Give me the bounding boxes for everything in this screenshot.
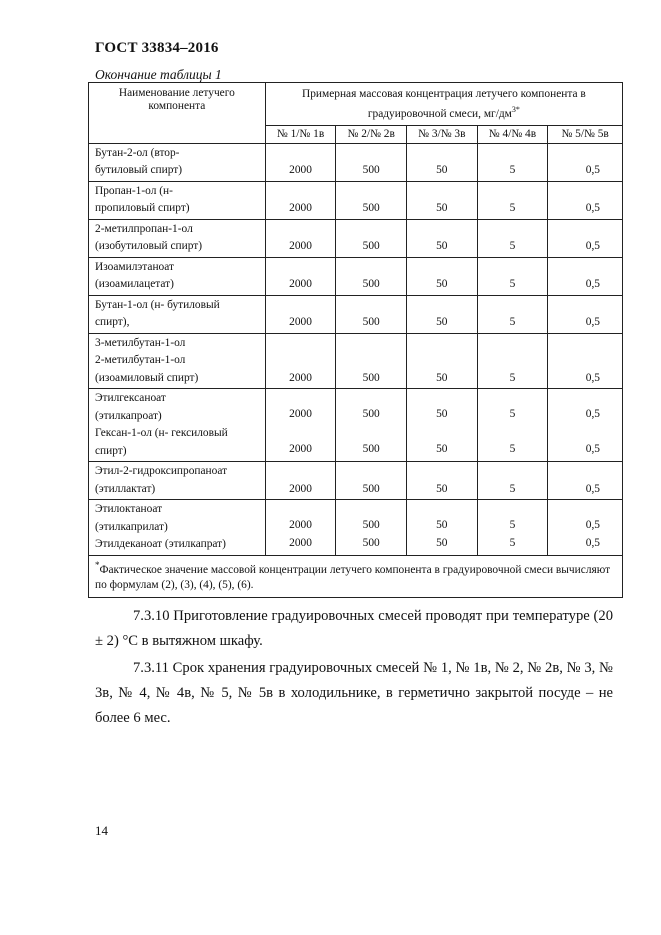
concentration-cell [407, 257, 478, 295]
table-row [89, 257, 623, 295]
concentration-value: 2000 [289, 519, 312, 532]
concentration-cell [407, 500, 478, 556]
concentration-value: 0,5 [585, 371, 600, 384]
concentration-value: 0,5 [585, 202, 600, 215]
concentration-value: 0,5 [585, 442, 600, 455]
subheader-mixture-2: № 2/№ 2в [336, 125, 407, 143]
component-name-line: (изобутиловый спирт) [95, 240, 203, 253]
concentration-value: 50 [436, 482, 448, 495]
concentration-cell [407, 462, 478, 500]
table-header-row [89, 83, 623, 126]
concentration-value: 0,5 [585, 240, 600, 253]
concentration-cell [477, 295, 548, 333]
concentration-unit-sup: 3* [511, 105, 520, 114]
concentration-value: 50 [436, 442, 448, 455]
paragraph-7-3-11: 7.3.11 Срок хранения градуировочных смесей № 1, № 1в, № 2, № 2в, № 3, № 3в, № 4, № 4в, № 5, № 5в в холодильнике, в герметично закрытой посуде – не более 6 мес. [95, 660, 613, 726]
subheader-mixture-5: № 5/№ 5в [548, 125, 623, 143]
component-name-cell [89, 389, 266, 462]
component-name-line: Этилдеканоат (этилкапрат) [95, 538, 226, 551]
concentration-value: 500 [362, 371, 380, 384]
component-name-line: (этилкаприлат) [95, 520, 168, 533]
concentration-cell [548, 181, 623, 219]
concentration-group-header-text: Примерная массовая концентрация летучего компонента в градуировочной смеси, мг/дм [301, 88, 586, 120]
concentration-value: 2000 [289, 164, 312, 177]
component-name-line: Бутан-1-ол (н- бутиловый [95, 298, 220, 311]
table-row [89, 462, 623, 500]
concentration-value: 500 [362, 408, 380, 421]
concentration-value: 2000 [289, 442, 312, 455]
concentration-value: 500 [362, 278, 380, 291]
concentration-cell [477, 500, 548, 556]
page-number: 14 [95, 823, 108, 838]
component-name-line: Гексан-1-ол (н- гексиловый [95, 427, 228, 440]
concentration-value: 50 [436, 536, 448, 549]
concentration-value: 5 [509, 164, 516, 177]
concentration-value: 2000 [289, 482, 312, 495]
concentration-value: 0,5 [585, 519, 600, 532]
concentration-cell [265, 257, 336, 295]
concentration-group-header [265, 83, 622, 126]
component-name-line: (этиллактат) [95, 482, 156, 495]
concentration-cell [336, 333, 407, 389]
concentration-value: 0,5 [585, 536, 600, 549]
concentration-cell [477, 257, 548, 295]
concentration-value: 2000 [289, 536, 312, 549]
concentration-cell [407, 219, 478, 257]
concentration-cell [336, 500, 407, 556]
concentration-value: 50 [436, 408, 448, 421]
concentration-table [88, 82, 623, 598]
concentration-value: 2000 [289, 202, 312, 215]
concentration-value: 0,5 [585, 408, 600, 421]
concentration-cell [336, 143, 407, 181]
concentration-cell [407, 181, 478, 219]
component-name-cell [89, 295, 266, 333]
concentration-value: 50 [436, 164, 448, 177]
component-name-cell [89, 462, 266, 500]
component-name-line: (этилкапроат) [95, 409, 162, 422]
concentration-value: 2000 [289, 240, 312, 253]
concentration-value: 500 [362, 442, 380, 455]
component-name-line: Этил-2-гидроксипропаноат [95, 465, 228, 478]
component-name-header-text: Наименование летучего компонента [118, 87, 235, 112]
concentration-value: 500 [362, 202, 380, 215]
concentration-cell [336, 295, 407, 333]
component-name-header [89, 83, 266, 144]
component-name-line: (изоамилацетат) [95, 278, 174, 291]
concentration-cell [336, 181, 407, 219]
concentration-value: 5 [509, 316, 516, 329]
concentration-value: 50 [436, 519, 448, 532]
concentration-value: 50 [436, 240, 448, 253]
concentration-value: 500 [362, 519, 380, 532]
component-name-line: Этилоктаноат [95, 503, 163, 516]
concentration-value: 0,5 [585, 164, 600, 177]
document-header: ГОСТ 33834–2016 [95, 40, 219, 56]
concentration-value: 50 [436, 202, 448, 215]
component-name-cell [89, 219, 266, 257]
concentration-value: 5 [509, 442, 516, 455]
table-row [89, 500, 623, 556]
concentration-cell [265, 143, 336, 181]
concentration-cell [265, 181, 336, 219]
footnote-row [89, 555, 623, 597]
component-name-line: (изоамиловый спирт) [95, 371, 199, 384]
component-name-line: Пропан-1-ол (н- [95, 184, 173, 197]
concentration-value: 5 [509, 482, 516, 495]
concentration-cell [407, 295, 478, 333]
concentration-cell [265, 295, 336, 333]
subheader-mixture-4: № 4/№ 4в [477, 125, 548, 143]
concentration-value: 500 [362, 482, 380, 495]
concentration-value: 500 [362, 316, 380, 329]
table-row [89, 295, 623, 333]
concentration-cell [336, 389, 407, 462]
concentration-cell [265, 219, 336, 257]
concentration-value: 50 [436, 278, 448, 291]
component-name-cell [89, 333, 266, 389]
component-name-line: спирт), [95, 316, 130, 329]
concentration-cell [477, 181, 548, 219]
subheader-mixture-1: № 1/№ 1в [265, 125, 336, 143]
concentration-cell [336, 257, 407, 295]
concentration-value: 50 [436, 371, 448, 384]
component-name-cell [89, 181, 266, 219]
component-name-cell [89, 143, 266, 181]
concentration-cell [548, 257, 623, 295]
component-name-line: Бутан-2-ол (втор- [95, 146, 180, 159]
footnote-text: Фактическое значение массовой концентрации летучего компонента в градуировочной смеси вычисляют по формулам (2), (3), (4), (5), (6). [95, 563, 611, 592]
concentration-cell [548, 500, 623, 556]
footnote-cell [89, 555, 623, 597]
concentration-value: 50 [436, 316, 448, 329]
component-name-line: 2-метилбутан-1-ол [95, 354, 186, 367]
concentration-cell [407, 143, 478, 181]
concentration-cell [265, 389, 336, 462]
concentration-cell [477, 219, 548, 257]
concentration-cell [265, 462, 336, 500]
concentration-value: 5 [509, 408, 516, 421]
concentration-value: 0,5 [585, 278, 600, 291]
concentration-cell [477, 389, 548, 462]
component-name-line: пропиловый спирт) [95, 202, 190, 215]
subheader-mixture-3: № 3/№ 3в [407, 125, 478, 143]
concentration-value: 500 [362, 240, 380, 253]
concentration-value: 5 [509, 536, 516, 549]
concentration-value: 500 [362, 164, 380, 177]
component-name-line: Этилгексаноат [95, 392, 166, 405]
concentration-value: 0,5 [585, 482, 600, 495]
concentration-value: 2000 [289, 278, 312, 291]
component-name-line: бутиловый спирт) [95, 164, 183, 177]
table-row [89, 389, 623, 462]
table-caption: Окончание таблицы 1 [95, 67, 222, 82]
concentration-value: 0,5 [585, 316, 600, 329]
concentration-value: 5 [509, 240, 516, 253]
component-name-line: Изоамилэтаноат [95, 260, 174, 273]
concentration-value: 5 [509, 278, 516, 291]
concentration-cell [265, 333, 336, 389]
footnote-mark: * [95, 559, 100, 570]
concentration-cell [265, 500, 336, 556]
concentration-value: 500 [362, 536, 380, 549]
concentration-cell [407, 389, 478, 462]
table-row [89, 181, 623, 219]
component-name-line: спирт) [95, 444, 127, 457]
concentration-cell [407, 333, 478, 389]
table-row [89, 219, 623, 257]
concentration-cell [548, 333, 623, 389]
paragraph-7-3-10: 7.3.10 Приготовление градуировочных смесей проводят при температуре (20 ± 2) °С в вытяжном шкафу. [95, 608, 613, 649]
concentration-cell [548, 389, 623, 462]
component-name-cell [89, 257, 266, 295]
concentration-cell [336, 219, 407, 257]
concentration-cell [477, 333, 548, 389]
concentration-cell [477, 462, 548, 500]
concentration-cell [548, 462, 623, 500]
table-row [89, 333, 623, 389]
concentration-cell [548, 295, 623, 333]
concentration-value: 5 [509, 519, 516, 532]
concentration-value: 2000 [289, 316, 312, 329]
concentration-cell [548, 219, 623, 257]
concentration-value: 5 [509, 202, 516, 215]
concentration-value: 2000 [289, 408, 312, 421]
concentration-cell [336, 462, 407, 500]
concentration-value: 5 [509, 371, 516, 384]
concentration-cell [548, 143, 623, 181]
component-name-line: 2-метилпропан-1-ол [95, 222, 193, 235]
component-name-line: 3-метилбутан-1-ол [95, 336, 186, 349]
concentration-value: 2000 [289, 371, 312, 384]
table-row [89, 143, 623, 181]
concentration-cell [477, 143, 548, 181]
component-name-cell [89, 500, 266, 556]
